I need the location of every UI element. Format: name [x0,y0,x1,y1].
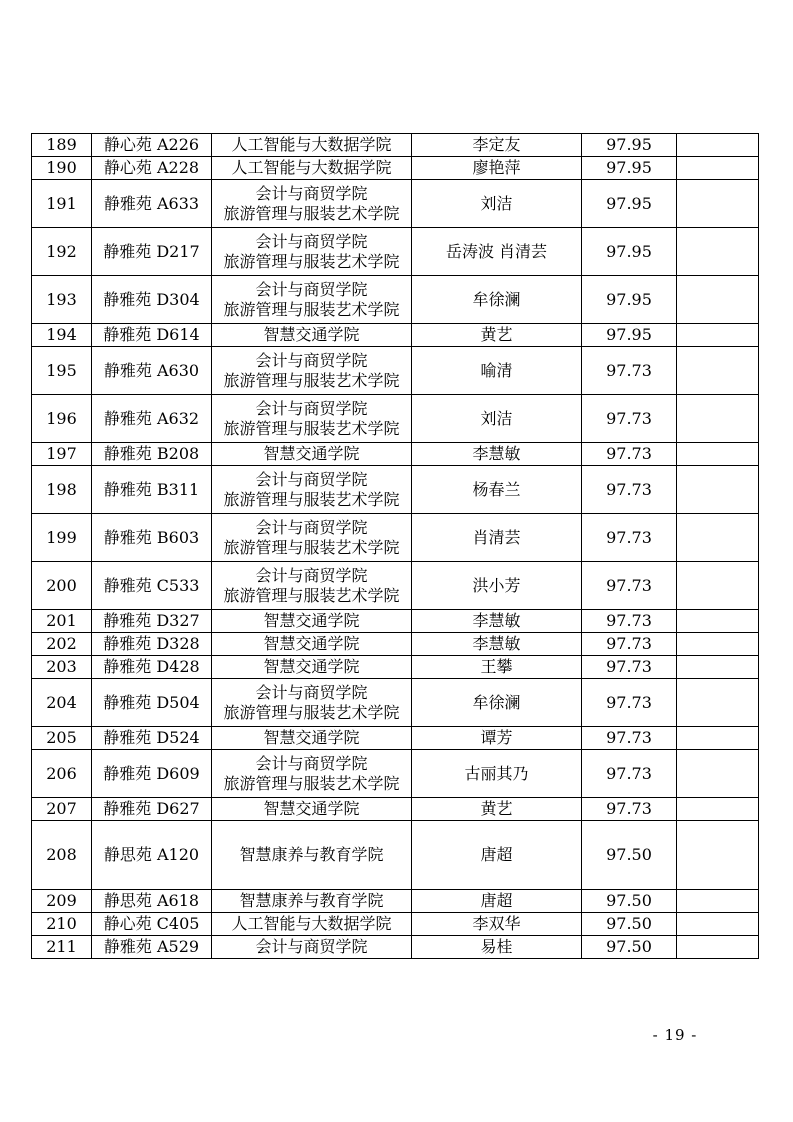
remark-cell [677,466,759,514]
college-name: 智慧交通学院 [263,444,360,463]
table-row [32,180,759,228]
table-row [32,466,759,514]
score-cell: 97.73 [582,610,677,633]
college-cell [212,276,412,324]
college-cell [212,890,412,913]
college-name: 会计与商贸学院 [255,231,368,251]
score-cell: 97.95 [582,324,677,347]
remark-cell [677,821,759,890]
row-number-cell: 198 [32,466,92,514]
college-cell [212,157,412,180]
college-name: 智慧康养与教育学院 [239,891,384,910]
room-cell: 静心苑 C405 [92,913,212,936]
teacher-cell: 唐超 [412,890,582,913]
remark-cell [677,276,759,324]
remark-cell [677,324,759,347]
score-cell: 97.50 [582,913,677,936]
remark-cell [677,180,759,228]
teacher-cell: 唐超 [412,821,582,890]
table-row [32,514,759,562]
teacher-cell: 李定友 [412,134,582,157]
table-row [32,633,759,656]
room-cell: 静雅苑 D327 [92,610,212,633]
college-name: 旅游管理与服装艺术学院 [223,370,400,390]
row-number-cell: 192 [32,228,92,276]
table-row [32,679,759,727]
teacher-cell: 易桂 [412,936,582,959]
score-cell: 97.73 [582,443,677,466]
room-cell: 静雅苑 D428 [92,656,212,679]
table-row [32,228,759,276]
teacher-cell: 牟徐澜 [412,276,582,324]
teacher-cell: 廖艳萍 [412,157,582,180]
room-cell: 静雅苑 B603 [92,514,212,562]
row-number-cell: 200 [32,562,92,610]
remark-cell [677,679,759,727]
table-row [32,347,759,395]
college-name: 会计与商贸学院 [255,350,368,370]
row-number-cell: 201 [32,610,92,633]
score-cell: 97.50 [582,821,677,890]
score-cell: 97.73 [582,395,677,443]
college-name: 会计与商贸学院 [255,753,368,773]
college-cell [212,610,412,633]
teacher-cell: 古丽其乃 [412,750,582,798]
table-row [32,395,759,443]
table-row [32,890,759,913]
teacher-cell: 黄艺 [412,324,582,347]
score-cell: 97.95 [582,180,677,228]
room-cell: 静雅苑 D609 [92,750,212,798]
remark-cell [677,633,759,656]
score-cell: 97.73 [582,347,677,395]
row-number-cell: 205 [32,727,92,750]
remark-cell [677,610,759,633]
row-number-cell: 206 [32,750,92,798]
dormitory-score-table [31,133,759,959]
college-name: 人工智能与大数据学院 [231,158,392,177]
room-cell: 静雅苑 D627 [92,798,212,821]
college-name: 智慧交通学院 [263,611,360,630]
table-row [32,798,759,821]
teacher-cell: 岳涛波 肖清芸 [412,228,582,276]
college-cell [212,798,412,821]
teacher-cell: 洪小芳 [412,562,582,610]
college-cell [212,936,412,959]
room-cell: 静思苑 A618 [92,890,212,913]
college-name: 智慧交通学院 [263,325,360,344]
table-row [32,821,759,890]
college-cell [212,443,412,466]
room-cell: 静心苑 A228 [92,157,212,180]
college-name: 会计与商贸学院 [255,279,368,299]
score-cell: 97.95 [582,134,677,157]
score-cell: 97.73 [582,727,677,750]
college-name: 会计与商贸学院 [255,469,368,489]
college-name: 会计与商贸学院 [255,183,368,203]
room-cell: 静思苑 A120 [92,821,212,890]
college-cell [212,750,412,798]
remark-cell [677,936,759,959]
table-row [32,610,759,633]
college-cell [212,633,412,656]
room-cell: 静雅苑 C533 [92,562,212,610]
row-number-cell: 204 [32,679,92,727]
teacher-cell: 李慧敏 [412,610,582,633]
college-name: 人工智能与大数据学院 [231,914,392,933]
college-name: 智慧康养与教育学院 [239,845,384,864]
room-cell: 静心苑 A226 [92,134,212,157]
college-name: 智慧交通学院 [263,657,360,676]
teacher-cell: 黄艺 [412,798,582,821]
remark-cell [677,656,759,679]
table-row [32,913,759,936]
remark-cell [677,157,759,180]
college-name: 旅游管理与服装艺术学院 [223,203,400,223]
remark-cell [677,913,759,936]
college-name: 旅游管理与服装艺术学院 [223,702,400,722]
remark-cell [677,347,759,395]
table-row [32,276,759,324]
college-cell [212,514,412,562]
remark-cell [677,750,759,798]
row-number-cell: 193 [32,276,92,324]
college-cell [212,727,412,750]
room-cell: 静雅苑 D304 [92,276,212,324]
row-number-cell: 203 [32,656,92,679]
room-cell: 静雅苑 B208 [92,443,212,466]
teacher-cell: 李慧敏 [412,443,582,466]
score-cell: 97.73 [582,466,677,514]
table-row [32,324,759,347]
score-cell: 97.73 [582,679,677,727]
teacher-cell: 谭芳 [412,727,582,750]
college-name: 智慧交通学院 [263,728,360,747]
teacher-cell: 王攀 [412,656,582,679]
college-name: 旅游管理与服装艺术学院 [223,251,400,271]
remark-cell [677,395,759,443]
table-row [32,562,759,610]
college-cell [212,180,412,228]
table-row [32,134,759,157]
row-number-cell: 211 [32,936,92,959]
room-cell: 静雅苑 B311 [92,466,212,514]
table-row [32,750,759,798]
score-cell: 97.50 [582,890,677,913]
row-number-cell: 194 [32,324,92,347]
row-number-cell: 202 [32,633,92,656]
score-cell: 97.73 [582,798,677,821]
college-name: 智慧交通学院 [263,634,360,653]
remark-cell [677,514,759,562]
teacher-cell: 刘洁 [412,395,582,443]
college-name: 会计与商贸学院 [255,517,368,537]
row-number-cell: 195 [32,347,92,395]
page-number: - 19 - [652,1026,698,1044]
college-cell [212,913,412,936]
row-number-cell: 191 [32,180,92,228]
college-name: 会计与商贸学院 [255,398,368,418]
score-cell: 97.73 [582,656,677,679]
college-name: 会计与商贸学院 [255,937,368,956]
table-body [32,134,759,959]
room-cell: 静雅苑 D614 [92,324,212,347]
row-number-cell: 190 [32,157,92,180]
teacher-cell: 李慧敏 [412,633,582,656]
room-cell: 静雅苑 A632 [92,395,212,443]
college-name: 旅游管理与服装艺术学院 [223,773,400,793]
remark-cell [677,890,759,913]
table-row [32,727,759,750]
teacher-cell: 李双华 [412,913,582,936]
remark-cell [677,443,759,466]
row-number-cell: 207 [32,798,92,821]
remark-cell [677,228,759,276]
row-number-cell: 197 [32,443,92,466]
room-cell: 静雅苑 D217 [92,228,212,276]
college-name: 旅游管理与服装艺术学院 [223,299,400,319]
college-name: 旅游管理与服装艺术学院 [223,418,400,438]
score-cell: 97.95 [582,228,677,276]
teacher-cell: 肖清芸 [412,514,582,562]
score-cell: 97.73 [582,633,677,656]
college-cell [212,562,412,610]
table-row [32,656,759,679]
score-cell: 97.73 [582,514,677,562]
college-name: 人工智能与大数据学院 [231,135,392,154]
college-cell [212,324,412,347]
table-row [32,936,759,959]
teacher-cell: 喻清 [412,347,582,395]
college-cell [212,679,412,727]
college-cell [212,228,412,276]
score-cell: 97.73 [582,562,677,610]
teacher-cell: 牟徐澜 [412,679,582,727]
score-cell: 97.73 [582,750,677,798]
room-cell: 静雅苑 A630 [92,347,212,395]
college-cell [212,466,412,514]
row-number-cell: 189 [32,134,92,157]
table-row [32,157,759,180]
college-name: 旅游管理与服装艺术学院 [223,537,400,557]
row-number-cell: 209 [32,890,92,913]
row-number-cell: 208 [32,821,92,890]
college-name: 旅游管理与服装艺术学院 [223,585,400,605]
row-number-cell: 196 [32,395,92,443]
college-name: 智慧交通学院 [263,799,360,818]
row-number-cell: 210 [32,913,92,936]
table-row [32,443,759,466]
row-number-cell: 199 [32,514,92,562]
score-cell: 97.95 [582,157,677,180]
room-cell: 静雅苑 A529 [92,936,212,959]
room-cell: 静雅苑 D524 [92,727,212,750]
college-cell [212,347,412,395]
room-cell: 静雅苑 A633 [92,180,212,228]
college-name: 旅游管理与服装艺术学院 [223,489,400,509]
remark-cell [677,134,759,157]
college-name: 会计与商贸学院 [255,682,368,702]
college-cell [212,395,412,443]
remark-cell [677,562,759,610]
college-cell [212,134,412,157]
college-name: 会计与商贸学院 [255,565,368,585]
remark-cell [677,727,759,750]
remark-cell [677,798,759,821]
score-cell: 97.95 [582,276,677,324]
teacher-cell: 杨春兰 [412,466,582,514]
room-cell: 静雅苑 D328 [92,633,212,656]
college-cell [212,656,412,679]
room-cell: 静雅苑 D504 [92,679,212,727]
score-cell: 97.50 [582,936,677,959]
college-cell [212,821,412,890]
teacher-cell: 刘洁 [412,180,582,228]
